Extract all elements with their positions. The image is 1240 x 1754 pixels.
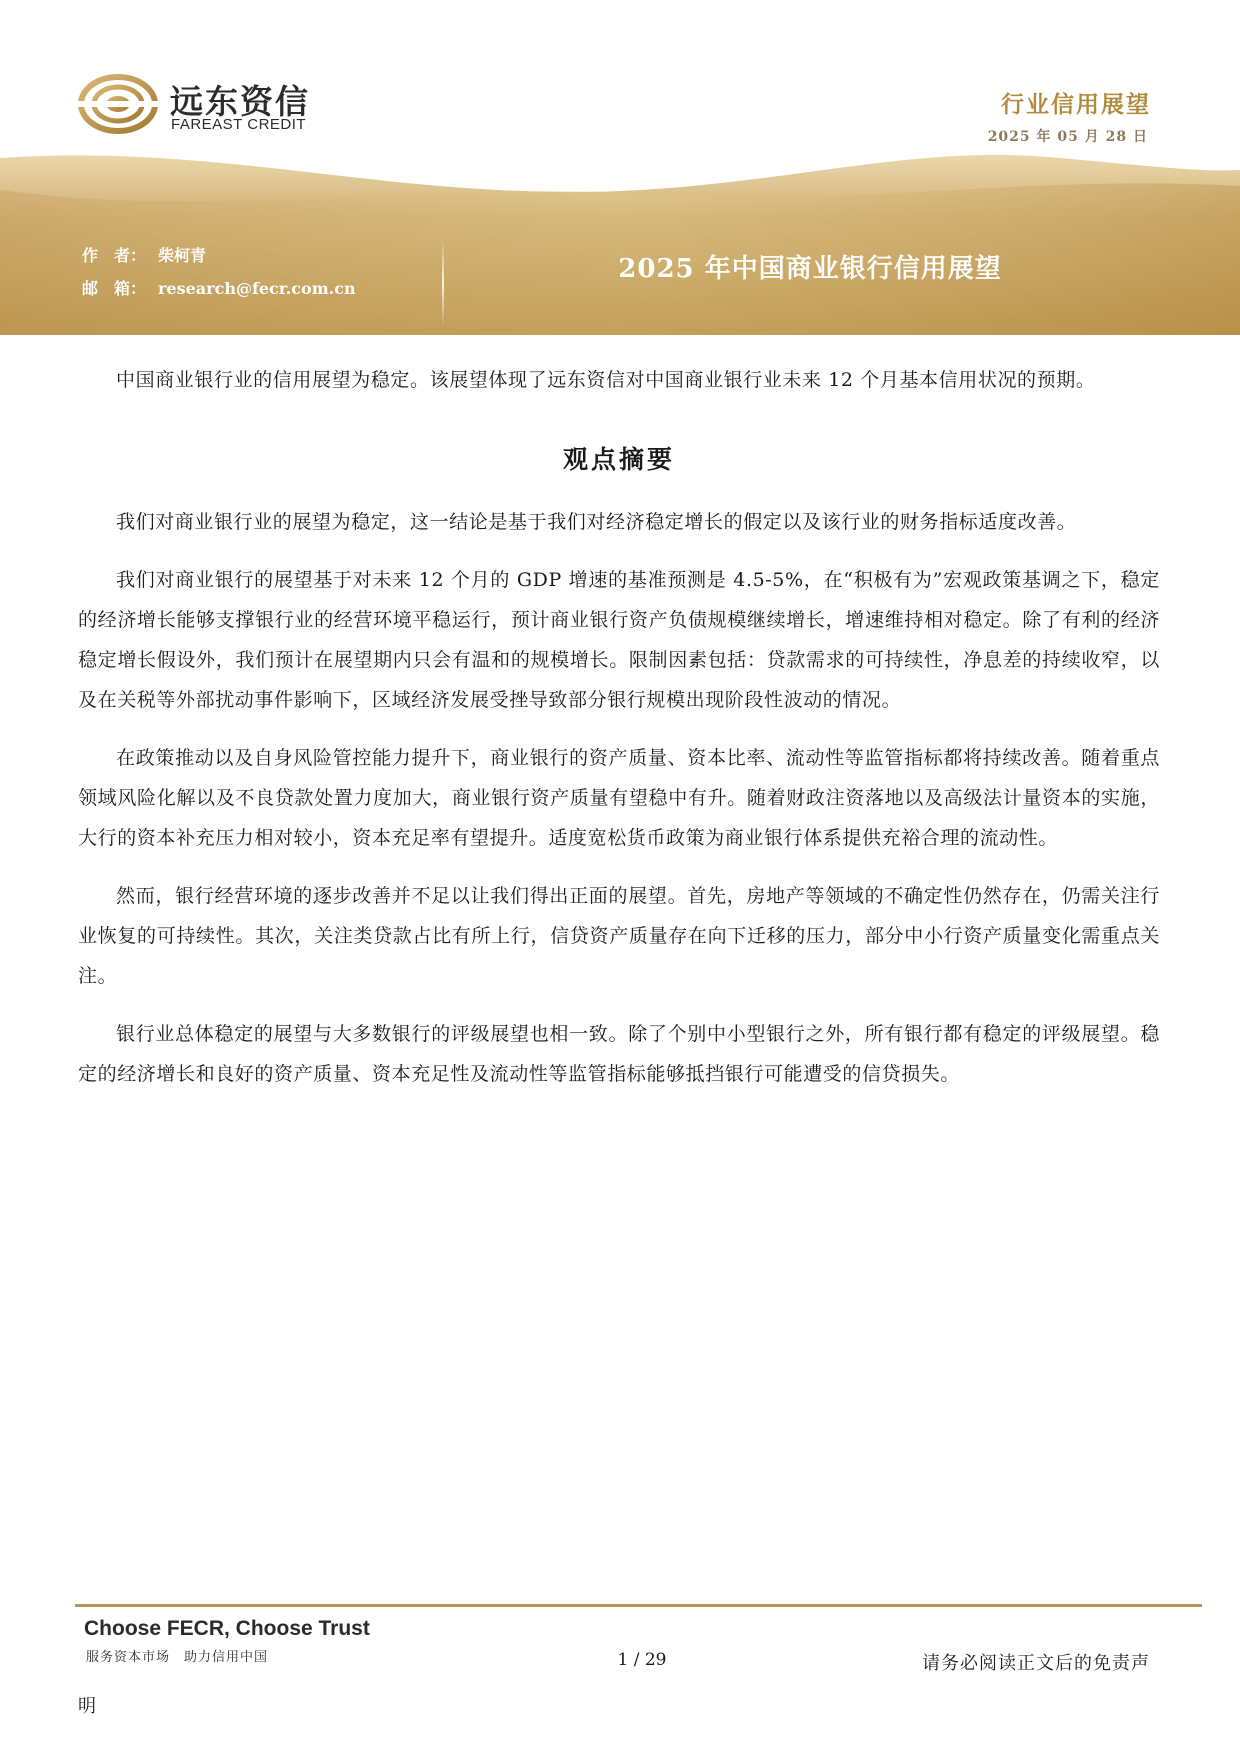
- author-name: 柴柯青: [158, 246, 207, 265]
- disclaimer-notice: 请务必阅读正文后的免责声: [922, 1653, 1150, 1674]
- brand-name-cn: 远东资信: [170, 82, 310, 121]
- document-type: 行业信用展望: [1001, 92, 1151, 118]
- email-address[interactable]: research@fecr.com.cn: [158, 279, 356, 298]
- email-line: [82, 276, 356, 299]
- summary-paragraph: 然而，银行经营环境的逐步改善并不足以让我们得出正面的展望。首先，房地产等领域的不确定性仍然存在，仍需关注行业恢复的可持续性。其次，关注类贷款占比有所上行，信贷资产质量存在向下迁移的压力，部分中小行资产质量变化需重点关注。: [78, 885, 1160, 987]
- brand-name-en: FAREAST CREDIT: [171, 116, 307, 133]
- footer-rule: [75, 1604, 1202, 1607]
- summary-paragraph: 在政策推动以及自身风险管控能力提升下，商业银行的资产质量、资本比率、流动性等监管指标都将持续改善。随着重点领域风险化解以及不良贷款处置力度加大，商业银行资产质量有望稳中有升。随着财政注资落地以及高级法计量资本的实施，大行的资本补充压力相对较小，资本充足率有望提升。适度宽松货币政策为商业银行体系提供充裕合理的流动性。: [78, 747, 1160, 849]
- report-body: [78, 360, 1160, 1112]
- summary-paragraph: 我们对商业银行业的展望为稳定，这一结论是基于我们对经济稳定增长的假定以及该行业的财务指标适度改善。: [116, 511, 1077, 533]
- summary-paragraph: 我们对商业银行的展望基于对未来 12 个月的 GDP 增速的基准预测是 4.5-5%，在“积极有为”宏观政策基调之下，稳定的经济增长能够支撑银行业的经营环境平稳运行，预计商业银行资产负债规模继续增长，增速维持相对稳定。除了有利的经济稳定增长假设外，我们预计在展望期内只会有温和的规模增长。限制因素包括：贷款需求的可持续性，净息差的持续收窄，以及在关税等外部扰动事件影响下，区域经济发展受挫导致部分银行规模出现阶段性波动的情况。: [78, 569, 1160, 711]
- report-date: 2025 年 05 月 28 日: [987, 129, 1148, 145]
- author-line: [82, 243, 206, 266]
- report-header: [0, 0, 1240, 335]
- banner-divider: [442, 240, 444, 326]
- page-number: 1 / 29: [617, 1650, 667, 1670]
- footer-slogan-en: Choose FECR, Choose Trust: [84, 1617, 370, 1640]
- disclaimer-notice-continued: 明: [78, 1696, 96, 1717]
- summary-paragraph: 银行业总体稳定的展望与大多数银行的评级展望也相一致。除了个别中小型银行之外，所有银行都有稳定的评级展望。稳定的经济增长和良好的资产质量、资本充足性及流动性等监管指标能够抵挡银行可能遭受的信贷损失。: [78, 1023, 1160, 1085]
- author-label: 作 者：: [82, 246, 147, 265]
- email-label: 邮 箱：: [82, 279, 147, 298]
- fareast-credit-logo-icon: [78, 74, 158, 134]
- section-title: 观点摘要: [562, 445, 675, 474]
- footer-slogan-cn: 服务资本市场 助力信用中国: [86, 1650, 269, 1665]
- report-title: 2025 年中国商业银行信用展望: [618, 254, 1002, 284]
- outlook-statement: 中国商业银行业的信用展望为稳定。该展望体现了远东资信对中国商业银行业未来 12 个月基本信用状况的预期。: [116, 369, 1096, 391]
